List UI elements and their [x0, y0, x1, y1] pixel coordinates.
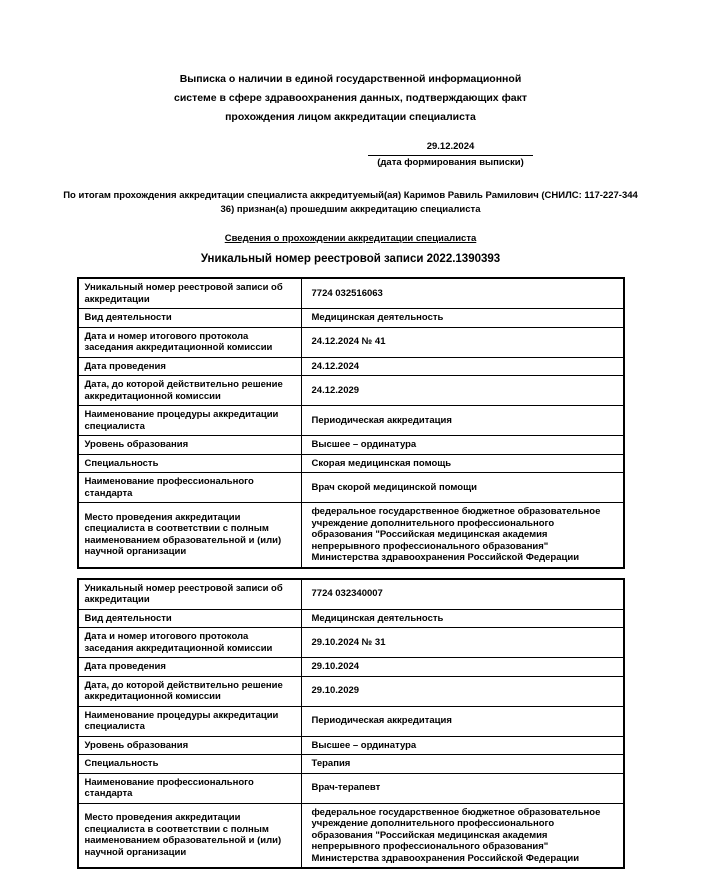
row-value: Высшее – ординатура [301, 736, 624, 755]
intro-paragraph: По итогам прохождения аккредитации специалиста аккредитуемый(ая) Каримов Равиль Рамилович (СНИЛС: 117-227-344 36) признан(а) прошедшим аккредитацию специалиста [63, 190, 638, 215]
row-label: Дата проведения [78, 658, 302, 677]
table-row [78, 406, 624, 436]
row-label: Наименование процедуры аккредитации специалиста [78, 706, 302, 736]
table-row [78, 706, 624, 736]
table-row [78, 773, 624, 803]
row-label: Место проведения аккредитации специалиста в соответствии с полным наименованием образовательной и (или) научной организации [78, 503, 302, 568]
row-value: 24.12.2024 [301, 357, 624, 376]
row-value: Периодическая аккредитация [301, 706, 624, 736]
row-value: Периодическая аккредитация [301, 406, 624, 436]
row-value: 7724 032340007 [301, 579, 624, 610]
row-value: 24.12.2024 № 41 [301, 327, 624, 357]
table-row [78, 755, 624, 774]
table-row [78, 503, 624, 568]
table-row [78, 454, 624, 473]
accreditation-table-2 [77, 578, 625, 870]
table-row [78, 579, 624, 610]
row-value: 24.12.2029 [301, 376, 624, 406]
row-value: Высшее – ординатура [301, 436, 624, 455]
document-title [0, 0, 701, 127]
table-row [78, 658, 624, 677]
row-value: 7724 032516063 [301, 278, 624, 309]
row-label: Специальность [78, 454, 302, 473]
row-label: Уровень образования [78, 436, 302, 455]
issue-date-block [368, 141, 533, 169]
table-row [78, 357, 624, 376]
row-label: Вид деятельности [78, 309, 302, 328]
row-value: Медицинская деятельность [301, 309, 624, 328]
row-label: Специальность [78, 755, 302, 774]
table-row [78, 736, 624, 755]
table-row [78, 309, 624, 328]
registry-number-heading: Уникальный номер реестровой записи 2022.1390393 [200, 253, 501, 265]
table-row [78, 376, 624, 406]
row-value: Терапия [301, 755, 624, 774]
issue-date: 29.12.2024 [368, 141, 533, 156]
row-value: Скорая медицинская помощь [301, 454, 624, 473]
row-value: Врач скорой медицинской помощи [301, 473, 624, 503]
table-row [78, 327, 624, 357]
row-label: Наименование профессионального стандарта [78, 773, 302, 803]
document-title-line: прохождения лицом аккредитации специалиста [225, 111, 476, 123]
row-value: федеральное государственное бюджетное образовательное учреждение дополнительного профессионального образования "Российская медицинская академия непрерывного профессионального образования" Министерства здравоохранения Российской Федерации [301, 803, 624, 868]
table-row [78, 676, 624, 706]
row-label: Наименование процедуры аккредитации специалиста [78, 406, 302, 436]
table-row [78, 803, 624, 868]
row-value: 29.10.2024 [301, 658, 624, 677]
row-value: 29.10.2024 № 31 [301, 628, 624, 658]
row-label: Место проведения аккредитации специалиста в соответствии с полным наименованием образовательной и (или) научной организации [78, 803, 302, 868]
section-heading: Сведения о прохождении аккредитации специалиста [224, 233, 477, 244]
row-label: Уникальный номер реестровой записи об аккредитации [78, 278, 302, 309]
row-label: Дата проведения [78, 357, 302, 376]
row-value: 29.10.2029 [301, 676, 624, 706]
table-row [78, 609, 624, 628]
row-label: Уровень образования [78, 736, 302, 755]
row-value: Медицинская деятельность [301, 609, 624, 628]
row-label: Вид деятельности [78, 609, 302, 628]
accreditation-table-1 [77, 277, 625, 569]
row-label: Дата, до которой действительно решение аккредитационной комиссии [78, 676, 302, 706]
table-row [78, 436, 624, 455]
table-row [78, 473, 624, 503]
row-value: федеральное государственное бюджетное образовательное учреждение дополнительного профессионального образования "Российская медицинская академия непрерывного профессионального образования" Министерства здравоохранения Российской Федерации [301, 503, 624, 568]
document-title-line: Выписка о наличии в единой государственной информационной [179, 73, 522, 85]
issue-date-caption: (дата формирования выписки) [377, 157, 524, 168]
table-row [78, 278, 624, 309]
row-label: Дата, до которой действительно решение аккредитационной комиссии [78, 376, 302, 406]
row-label: Наименование профессионального стандарта [78, 473, 302, 503]
row-label: Дата и номер итогового протокола заседания аккредитационной комиссии [78, 628, 302, 658]
row-label: Дата и номер итогового протокола заседания аккредитационной комиссии [78, 327, 302, 357]
row-value: Врач-терапевт [301, 773, 624, 803]
table-row [78, 628, 624, 658]
document-title-line: системе в сфере здравоохранения данных, подтверждающих факт [173, 92, 527, 104]
row-label: Уникальный номер реестровой записи об аккредитации [78, 579, 302, 610]
